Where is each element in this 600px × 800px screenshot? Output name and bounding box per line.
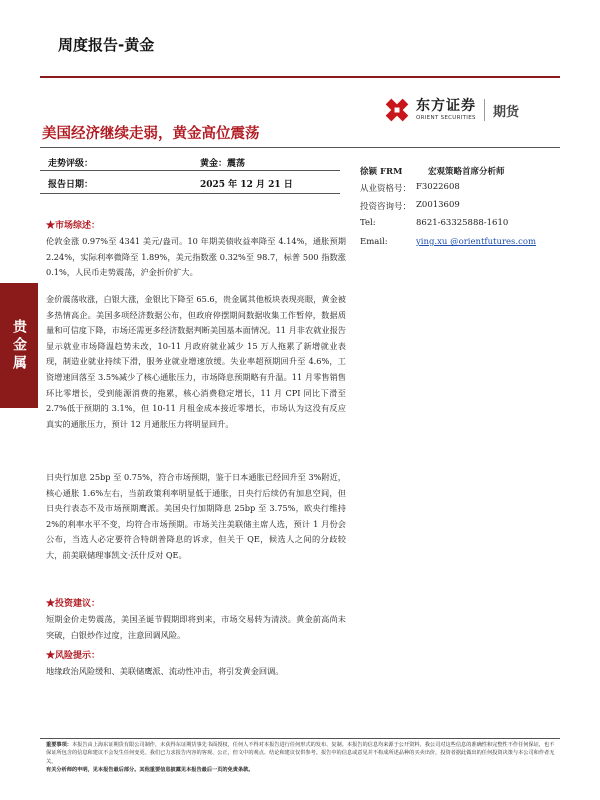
disclaimer-analyst-note: 有关分析师的申明，见本报告最后部分。其他重要信息披露见本报告最后一页的免责条款。 xyxy=(46,766,254,773)
logo-name-en: ORIENT SECURITIES xyxy=(416,114,476,121)
date-value: 2025 年 12 月 21 日 xyxy=(200,180,293,190)
disclaimer xyxy=(46,741,558,774)
logo-separator xyxy=(484,99,485,121)
report-type-header: 周度报告-黄金 xyxy=(58,36,155,54)
date-row xyxy=(48,177,293,190)
company-logo xyxy=(384,96,519,124)
license-label: 从业资格号： xyxy=(360,184,412,194)
tel-label: Tel: xyxy=(360,218,376,228)
consult-value: Z0013609 xyxy=(416,200,460,210)
disclaimer-label: 重要事项： xyxy=(46,742,72,748)
market-summary-heading: ★市场综述： xyxy=(46,221,101,231)
category-label: 贵金属 xyxy=(11,318,27,373)
rating-row xyxy=(48,156,246,169)
footer-divider xyxy=(40,738,560,739)
tel-value: 8621-63325888-1610 xyxy=(416,218,509,228)
date-label: 报告日期： xyxy=(48,180,94,190)
market-summary-paragraph-3: 日央行加息 25bp 至 0.75%，符合市场预期，鉴于日本通胀已经回升至 3%附近，核心通胀 1.6%左右，当前政策利率明显低于通胀，日央行后续仍有加息空间，但日央行表态不及市场预期鹰派。美国央行加期降息 25bp 至 3.75%，欧央行维持 2%的利率水平不变，均符合市场预期。市场关注美联储主席人选，预计 1 月份会公布，当选人必定要符合特朗普降息的诉求，但关于 QE，候选人之间的分歧较大，前美联储理事凯文·沃什反对 QE。 xyxy=(46,472,346,560)
rating-label: 走势评级： xyxy=(48,159,94,169)
rating-value: 黄金：震荡 xyxy=(200,159,246,169)
logo-subtitle: 期货 xyxy=(493,104,520,120)
analyst-role: 宏观策略首席分析师 xyxy=(428,167,505,177)
header-divider xyxy=(40,76,560,78)
disclaimer-text: 本报告由上海东证期货有限公司制作，未获得东证期货事先书面授权，任何人不得对本报告进行任何形式的发布、复制。本报告的信息均来源于公开资料，我公司对这些信息的准确性和完整性不作任何保证，也不保证所包含的信息和建议不会发生任何变更。我们已力求报告内容的客观、公正，但文中的观点、结论和建议仅供参考。报告中的信息或意见并不构成所述品种的买卖出价，投资者据此做出的任何投资决策与本公司和作者无关。 xyxy=(46,742,555,765)
meta-mid-rule xyxy=(40,170,340,171)
meta-bottom-rule xyxy=(40,193,340,194)
license-value: F3022608 xyxy=(416,182,460,192)
market-summary-paragraph-2: 金价震荡收涨，白银大涨，金银比下降至 65.6，贵金属其他板块表现亮眼，黄金被多热情高企。美国多项经济数据公布，但政府停摆期间数据收集工作暂停，数据质量和可信度下降，市场还需更多经济数据判断美国基本面情况。11 月非农就业报告显示就业市场降温趋势未改，10-11 月政府就业减少 15 万人拖累了新增就业表现，制造业就业持续下滑，服务业就业增速放缓。失业率超预期回升至 4.6%，工资增速回落至 3.5%减少了核心通胀压力，市场降息预期略有升温。11 月零售销售环比零增长，受到能源消费的拖累，核心消费稳定增长，11 月 CPI 同比下滑至 2.7%低于预期的 3.1%，但 10-11 月租金成本接近零增长，市场认为这没有反应真实的通胀压力，预计 12 月通胀压力将明显回升。 xyxy=(46,294,346,429)
consult-label: 投资咨询号： xyxy=(360,202,412,212)
investment-advice-paragraph: 短期金价走势震荡，美国圣诞节假期即将到来，市场交易转为清淡。黄金前高尚未突破，白银炒作过度，注意回调风险。 xyxy=(46,614,346,640)
logo-name-cn: 东方证券 xyxy=(416,97,476,114)
market-summary-paragraph-1: 伦敦金涨 0.97%至 4341 美元/盎司。10 年期美债收益率降至 4.14%，通胀预期 2.24%，实际利率微降至 1.89%，美元指数涨 0.32%至 98.7，标普 500 指数涨 0.1%，人民币走势震荡，沪金折价扩大。 xyxy=(46,236,346,278)
email-link[interactable]: ying.xu @orientfutures.com xyxy=(416,237,537,247)
risk-warning-paragraph: 地缘政治风险缓和、美联储鹰派、流动性冲击，将引发黄金回调。 xyxy=(46,666,284,676)
email-label: Email: xyxy=(360,237,388,247)
orient-logo-icon xyxy=(384,97,410,123)
category-side-tab xyxy=(0,283,38,408)
risk-warning-heading: ★风险提示： xyxy=(46,651,101,661)
analyst-name: 徐颖 FRM xyxy=(360,167,403,177)
meta-top-rule xyxy=(40,147,560,148)
report-title: 美国经济继续走弱，黄金高位震荡 xyxy=(42,126,260,142)
investment-advice-heading: ★投资建议： xyxy=(46,599,101,609)
